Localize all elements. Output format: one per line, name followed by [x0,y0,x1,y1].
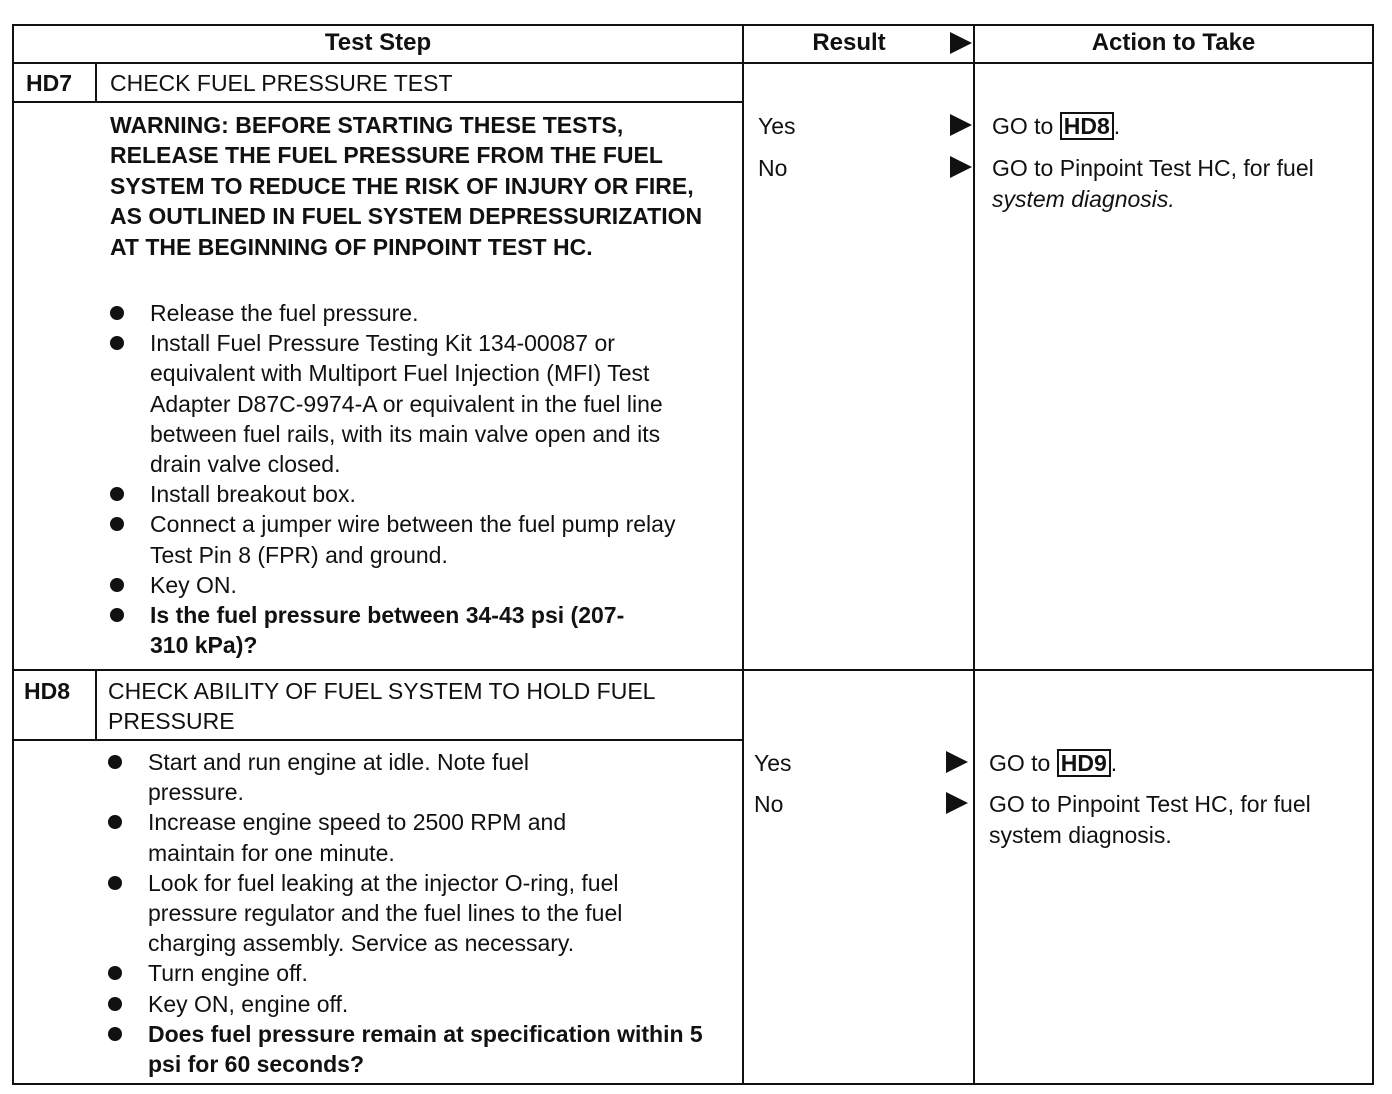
bullet-icon [108,876,122,890]
step-question: Does fuel pressure remain at specification within 5 psi for 60 seconds? [108,1019,710,1079]
test-step-column-divider [742,24,744,1085]
hd8-title-divider [12,739,742,741]
bullet-icon [108,997,122,1011]
step-title: CHECK FUEL PRESSURE TEST [110,70,453,96]
table-border-left [12,24,14,1085]
row-divider [12,669,1374,671]
bullet-icon [108,755,122,769]
bullet-icon [110,487,124,501]
table-border-bottom [12,1083,1374,1085]
arrow-icon [946,751,968,773]
list-item: Connect a jumper wire between the fuel pump relay Test Pin 8 (FPR) and ground. [110,509,710,569]
bullet-icon [110,336,124,350]
step-reference-link[interactable]: HD8 [1060,112,1114,140]
bullet-icon [108,1027,122,1041]
bullet-icon [110,608,124,622]
table-border-top [12,24,1374,26]
bullet-icon [108,966,122,980]
hd8-code-divider [95,669,97,741]
hd7-title-divider [12,101,742,103]
step-instructions [110,298,710,660]
header-action: Action to Take [1091,29,1256,56]
action-yes: GO to HD9 . [989,750,1118,776]
bullet-icon [110,306,124,320]
header-test-step: Test Step [324,29,432,56]
list-item: Increase engine speed to 2500 RPM and maintain for one minute. [108,807,710,867]
step-reference-link[interactable]: HD9 [1057,749,1111,777]
header-arrow-icon [950,32,972,54]
result-yes: Yes [758,113,796,139]
list-item: Key ON, engine off. [108,989,710,1019]
list-item: Key ON. [110,570,710,600]
table-border-right [1372,24,1374,1085]
header-divider [12,62,1374,64]
step-question: Is the fuel pressure between 34-43 psi (207-310 kPa)? [110,600,710,660]
step-code: HD7 [26,70,73,96]
list-item: Install breakout box. [110,479,710,509]
result-column-divider [973,24,975,1085]
step-code: HD8 [24,678,71,704]
arrow-icon [950,114,972,136]
list-item: Look for fuel leaking at the injector O-ring, fuel pressure regulator and the fuel lines to the fuel charging assembly. Service as necessary. [108,868,710,959]
step-instructions [108,747,710,1079]
list-item: Start and run engine at idle. Note fuel pressure. [108,747,710,807]
warning-text: WARNING: BEFORE STARTING THESE TESTS, RELEASE THE FUEL PRESSURE FROM THE FUEL SYSTEM TO REDUCE THE RISK OF INJURY OR FIRE, AS OUTLINED IN FUEL SYSTEM DEPRESSURIZATION AT THE BEGINNING OF PINPOINT TEST HC. [110,112,703,260]
result-no: No [758,155,788,181]
list-item: Turn engine off. [108,958,710,988]
bullet-icon [110,517,124,531]
bullet-icon [108,815,122,829]
result-yes: Yes [754,750,792,776]
arrow-icon [950,156,972,178]
step-title: CHECK ABILITY OF FUEL SYSTEM TO HOLD FUEL PRESSURE [108,678,655,734]
list-item: Install Fuel Pressure Testing Kit 134-00087 or equivalent with Multiport Fuel Injection (MFI) Test Adapter D87C-9974-A or equivalent in the fuel line between fuel rails, with its main valve open and its drain valve closed. [110,328,710,479]
action-no: GO to Pinpoint Test HC, for fuel system diagnosis. [989,791,1311,848]
bullet-icon [110,578,124,592]
action-yes: GO to HD8 . [992,113,1121,139]
action-no: GO to Pinpoint Test HC, for fuel system diagnosis. [992,155,1314,212]
hd7-code-divider [95,62,97,103]
list-item: Release the fuel pressure. [110,298,710,328]
arrow-icon [946,792,968,814]
result-no: No [754,791,784,817]
header-result: Result [812,29,886,56]
